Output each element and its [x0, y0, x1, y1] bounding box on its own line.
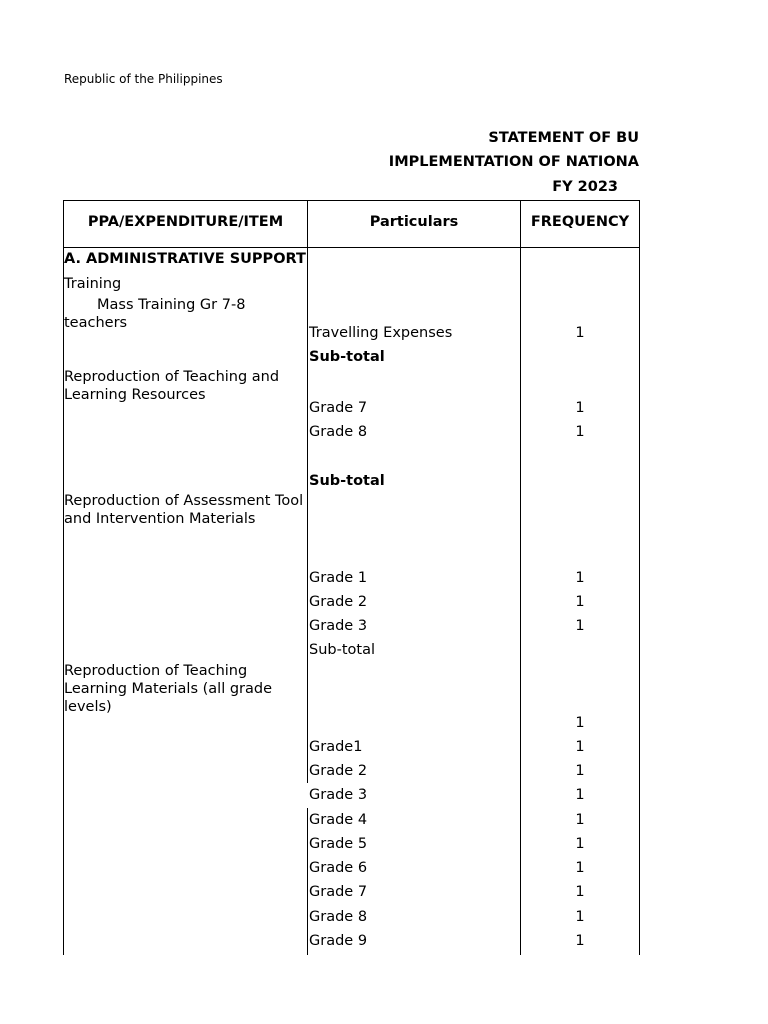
particular-tlm-grade-4: Grade 4 [309, 812, 368, 828]
frequency-tlm-grade-6: 1 [575, 860, 585, 876]
fiscal-year: FY 2023 [552, 179, 618, 195]
left-border [63, 200, 64, 955]
col-divider-1-lower [307, 808, 308, 955]
header-bottom-border [63, 247, 640, 248]
subtotal-training: Sub-total [309, 349, 385, 365]
particular-tlm-grade-7: Grade 7 [309, 884, 368, 900]
country-header: Republic of the Philippines [64, 72, 223, 86]
particular-tlm-grade-5: Grade 5 [309, 836, 368, 852]
item-reproduction-tlm: Reproduction of Teaching Learning Materials (all grade levels) [64, 663, 273, 715]
frequency-tlm-grade-8: 1 [575, 909, 585, 925]
item-mass-training-line-1: Mass Training Gr 7-8 [97, 297, 246, 313]
particular-tlm-grade-6: Grade 6 [309, 860, 368, 876]
column-header-ppa: PPA/EXPENDITURE/ITEM [87, 214, 284, 230]
item-reproduction-tlr: Reproduction of Teaching and Learning Resources [64, 369, 280, 403]
frequency-travelling: 1 [575, 325, 585, 341]
document-title-line-2: IMPLEMENTATION OF NATIONA [388, 154, 639, 170]
frequency-tlm-grade-2: 1 [575, 763, 585, 779]
item-training: Training [64, 276, 122, 292]
frequency-tlm-grade-3: 1 [575, 787, 585, 803]
particular-tlm-grade-3: Grade 3 [309, 787, 368, 803]
particular-assessment-grade-1: Grade 1 [309, 570, 368, 586]
frequency-tlm-grade-1: 1 [575, 739, 585, 755]
document-title-line-1: STATEMENT OF BU [488, 130, 639, 146]
subtotal-assessment: Sub-total [309, 642, 375, 658]
frequency-tlm-grade-7: 1 [575, 884, 585, 900]
item-reproduction-assessment: Reproduction of Assessment Tool and Intervention Materials [64, 493, 304, 527]
particular-tlm-grade-1: Grade1 [309, 739, 363, 755]
frequency-assessment-grade-1: 1 [575, 570, 585, 586]
particular-tlr-grade-8: Grade 8 [309, 424, 368, 440]
particular-travelling-expenses: Travelling Expenses [309, 325, 453, 341]
frequency-tlm-extra: 1 [575, 715, 585, 731]
particular-tlm-grade-9: Grade 9 [309, 933, 368, 949]
section-administrative-support: A. ADMINISTRATIVE SUPPORT [64, 251, 306, 267]
col-divider-1-upper [307, 200, 308, 783]
particular-tlm-grade-8: Grade 8 [309, 909, 368, 925]
frequency-tlm-grade-9: 1 [575, 933, 585, 949]
particular-assessment-grade-3: Grade 3 [309, 618, 368, 634]
frequency-tlr-grade-8: 1 [575, 424, 585, 440]
table-top-border [63, 200, 640, 201]
frequency-assessment-grade-3: 1 [575, 618, 585, 634]
particular-assessment-grade-2: Grade 2 [309, 594, 368, 610]
frequency-tlm-grade-4: 1 [575, 812, 585, 828]
particular-tlr-grade-7: Grade 7 [309, 400, 368, 416]
subtotal-tlr: Sub-total [309, 473, 385, 489]
particular-tlm-grade-2: Grade 2 [309, 763, 368, 779]
frequency-tlm-grade-5: 1 [575, 836, 585, 852]
item-mass-training-line-2: teachers [64, 315, 128, 331]
frequency-tlr-grade-7: 1 [575, 400, 585, 416]
column-header-particulars: Particulars [369, 214, 459, 230]
frequency-assessment-grade-2: 1 [575, 594, 585, 610]
column-header-frequency: FREQUENCY [530, 214, 630, 230]
